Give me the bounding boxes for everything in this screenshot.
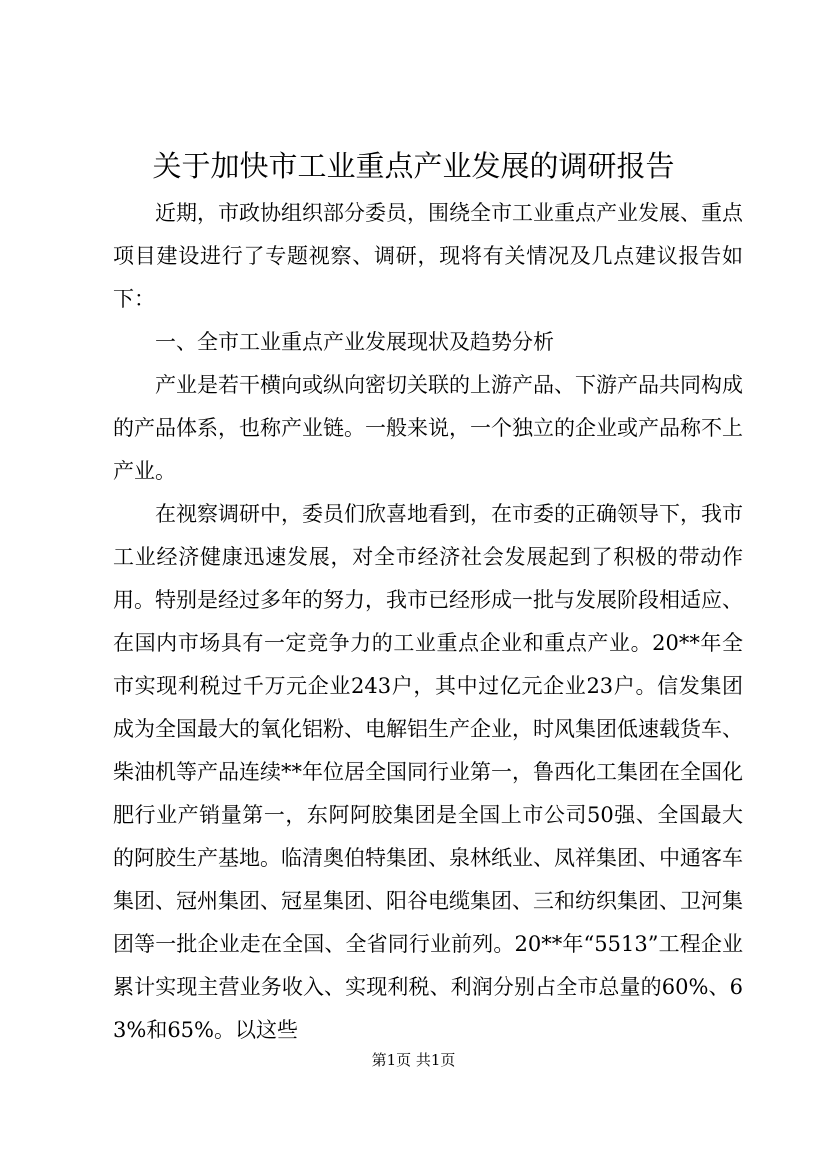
document-title: 关于加快市工业重点产业发展的调研报告 xyxy=(152,149,675,183)
findings-paragraph: 在视察调研中，委员们欣喜地看到，在市委的正确领导下，我市工业经济健康迅速发展，对全市经济社会发展起到了积极的带动作用。特别是经过多年的努力，我市已经形成一批与发展阶段相适应、在国内市场具有一定竞争力的工业重点企业和重点产业。20**年全市实现利税过千万元企业243户，其中过亿元企业23户。信发集团成为全国最大的氧化铝粉、电解铝生产企业，时风集团低速载货车、柴油机等产品连续**年位居全国同行业第一，鲁西化工集团在全国化肥行业产销量第一，东阿阿胶集团是全国上市公司50强、全国最大的阿胶生产基地。临清奥伯特集团、泉林纸业、凤祥集团、中通客车集团、冠州集团、冠星集团、阳谷电缆集团、三和纺织集团、卫河集团等一批企业走在全国、全省同行业前列。20**年“5513”工程企业累计实现主营业务收入、实现利税、利润分别占全市总量的60%、63%和65%。以这些 xyxy=(113,502,743,1042)
definition-paragraph: 产业是若干横向或纵向密切关联的上游产品、下游产品共同构成的产品体系，也称产业链。一般来说，一个独立的企业或产品称不上产业。 xyxy=(113,373,743,483)
document-body xyxy=(113,192,743,1052)
section-heading: 一、全市工业重点产业发展现状及趋势分析 xyxy=(155,330,554,354)
page-number-footer: 第1页 共1页 xyxy=(371,1051,456,1069)
intro-paragraph: 近期，市政协组织部分委员，围绕全市工业重点产业发展、重点项目建设进行了专题视察、调研，现将有关情况及几点建议报告如下： xyxy=(113,201,743,311)
